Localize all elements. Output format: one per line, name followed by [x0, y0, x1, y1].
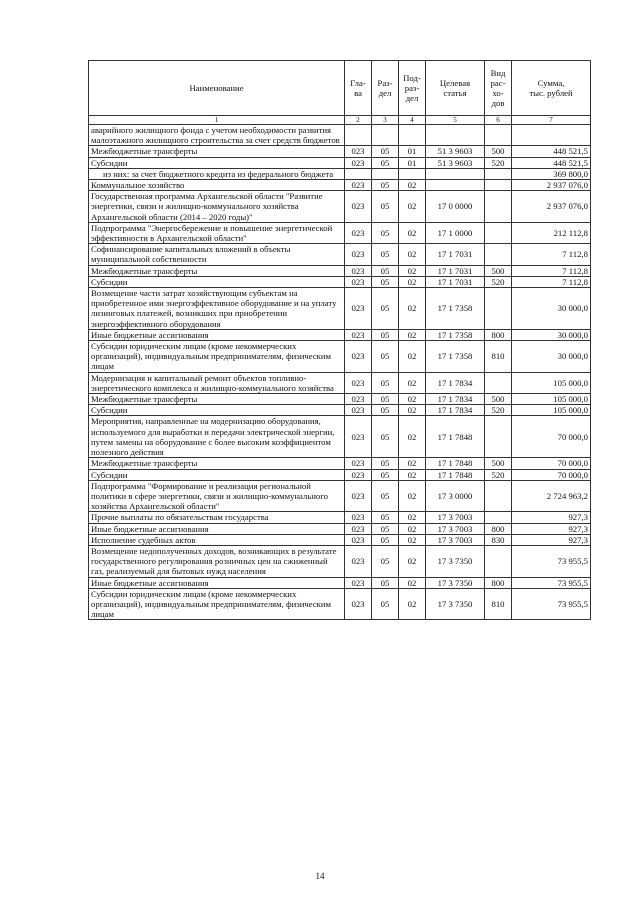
cell-sum: 927,3	[512, 534, 591, 545]
table-row	[89, 458, 591, 469]
cell-target-article	[426, 180, 485, 191]
table-row	[89, 480, 591, 512]
table-row	[89, 222, 591, 243]
cell-podrazdel: 02	[399, 416, 426, 458]
cell-sum: 2 724 963,2	[512, 480, 591, 512]
cell-razdel	[372, 168, 399, 179]
column-number: 2	[345, 116, 372, 125]
cell-razdel: 05	[372, 341, 399, 373]
cell-glava: 023	[345, 405, 372, 416]
header-expense-type: Вид рас- хо- дов	[485, 61, 512, 116]
cell-razdel: 05	[372, 469, 399, 480]
column-number: 7	[512, 116, 591, 125]
cell-name: Подпрограмма "Формирование и реализация региональной политики в сфере энергетики, связи и жилищно-коммунального хозяйства Архангельской области"	[89, 480, 345, 512]
cell-name: Межбюджетные трансферты	[89, 458, 345, 469]
cell-target-article: 17 3 7350	[426, 545, 485, 577]
cell-podrazdel: 02	[399, 545, 426, 577]
header-row	[89, 61, 591, 116]
cell-razdel: 05	[372, 288, 399, 330]
cell-podrazdel: 02	[399, 394, 426, 405]
cell-glava: 023	[345, 157, 372, 168]
cell-podrazdel: 01	[399, 146, 426, 157]
cell-podrazdel: 02	[399, 588, 426, 620]
cell-target-article: 17 3 7003	[426, 523, 485, 534]
cell-name: Прочие выплаты по обязательствам государства	[89, 512, 345, 523]
cell-target-article: 17 1 7848	[426, 469, 485, 480]
cell-expense-type	[485, 191, 512, 223]
cell-razdel: 05	[372, 458, 399, 469]
document-page	[88, 60, 590, 620]
cell-sum: 212 112,8	[512, 222, 591, 243]
cell-sum: 927,3	[512, 523, 591, 534]
cell-glava: 023	[345, 180, 372, 191]
cell-expense-type: 500	[485, 394, 512, 405]
cell-name: Модернизация и капитальный ремонт объектов топливно-энергетического комплекса и жилищно-коммунального хозяйства	[89, 372, 345, 393]
cell-expense-type	[485, 288, 512, 330]
cell-target-article: 17 3 7003	[426, 534, 485, 545]
cell-expense-type: 520	[485, 276, 512, 287]
cell-name: Межбюджетные трансферты	[89, 146, 345, 157]
cell-glava: 023	[345, 222, 372, 243]
cell-target-article: 17 1 7834	[426, 372, 485, 393]
cell-razdel: 05	[372, 416, 399, 458]
column-number: 6	[485, 116, 512, 125]
cell-glava: 023	[345, 372, 372, 393]
cell-target-article: 17 1 0000	[426, 222, 485, 243]
header-name: Наименование	[89, 61, 345, 116]
cell-target-article: 17 1 7848	[426, 416, 485, 458]
cell-razdel: 05	[372, 222, 399, 243]
cell-glava: 023	[345, 394, 372, 405]
table-row	[89, 157, 591, 168]
table-row	[89, 329, 591, 340]
cell-sum: 927,3	[512, 512, 591, 523]
cell-sum: 73 955,5	[512, 588, 591, 620]
column-number-row	[89, 116, 591, 125]
cell-sum: 30 000,0	[512, 288, 591, 330]
cell-expense-type: 800	[485, 329, 512, 340]
header-target-article: Целевая статья	[426, 61, 485, 116]
cell-podrazdel: 02	[399, 329, 426, 340]
cell-name: Субсидии	[89, 469, 345, 480]
cell-name: Иные бюджетные ассигнования	[89, 329, 345, 340]
cell-razdel: 05	[372, 180, 399, 191]
cell-expense-type: 500	[485, 458, 512, 469]
cell-name: Иные бюджетные ассигнования	[89, 577, 345, 588]
cell-name: Мероприятия, направленные на модернизацию оборудования, используемого для выработки и передачи электрической энергии, путем замены на оборудование с более высоким коэффициентом полезного действия	[89, 416, 345, 458]
column-number: 5	[426, 116, 485, 125]
cell-target-article	[426, 125, 485, 146]
cell-razdel: 05	[372, 480, 399, 512]
cell-expense-type: 800	[485, 523, 512, 534]
cell-sum: 2 937 076,0	[512, 191, 591, 223]
cell-podrazdel: 01	[399, 157, 426, 168]
cell-sum: 30 000,0	[512, 329, 591, 340]
cell-name: Субсидии юридическим лицам (кроме некоммерческих организаций), индивидуальным предпринимателям, физическим лицам	[89, 588, 345, 620]
cell-glava	[345, 125, 372, 146]
page-number: 14	[315, 871, 325, 881]
cell-expense-type: 500	[485, 265, 512, 276]
cell-razdel: 05	[372, 146, 399, 157]
cell-glava: 023	[345, 480, 372, 512]
cell-name: Возмещение части затрат хозяйствующим субъектам на приобретенное ими энергоэффективное оборудование и на уплату лизинговых платежей, возникших при приобретении энергоэффективного оборудования	[89, 288, 345, 330]
cell-glava: 023	[345, 288, 372, 330]
cell-sum: 7 112,8	[512, 276, 591, 287]
cell-razdel: 05	[372, 244, 399, 265]
cell-expense-type	[485, 125, 512, 146]
cell-razdel: 05	[372, 512, 399, 523]
cell-sum: 7 112,8	[512, 265, 591, 276]
table-row	[89, 577, 591, 588]
cell-expense-type: 520	[485, 469, 512, 480]
cell-razdel: 05	[372, 265, 399, 276]
table-row	[89, 512, 591, 523]
cell-target-article: 17 1 7834	[426, 405, 485, 416]
cell-sum: 448 521,5	[512, 157, 591, 168]
cell-razdel: 05	[372, 191, 399, 223]
cell-expense-type: 800	[485, 577, 512, 588]
cell-expense-type	[485, 416, 512, 458]
cell-podrazdel: 02	[399, 276, 426, 287]
table-row	[89, 276, 591, 287]
cell-glava: 023	[345, 244, 372, 265]
cell-name: Субсидии	[89, 157, 345, 168]
cell-sum: 105 000,0	[512, 372, 591, 393]
cell-razdel: 05	[372, 157, 399, 168]
cell-razdel: 05	[372, 588, 399, 620]
cell-name: аварийного жилищного фонда с учетом необходимости развития малоэтажного жилищного строительства за счет средств бюджетов	[89, 125, 345, 146]
cell-razdel: 05	[372, 372, 399, 393]
cell-sum: 70 000,0	[512, 458, 591, 469]
cell-razdel: 05	[372, 329, 399, 340]
cell-glava: 023	[345, 341, 372, 373]
cell-sum: 105 000,0	[512, 405, 591, 416]
cell-expense-type: 500	[485, 146, 512, 157]
cell-glava: 023	[345, 265, 372, 276]
table-row	[89, 545, 591, 577]
cell-name: Исполнение судебных актов	[89, 534, 345, 545]
cell-name: Субсидии юридическим лицам (кроме некоммерческих организаций), индивидуальным предпринимателям, физическим лицам	[89, 341, 345, 373]
cell-name: из них: за счет бюджетного кредита из федерального бюджета	[89, 168, 345, 179]
cell-podrazdel: 02	[399, 480, 426, 512]
table-row	[89, 180, 591, 191]
table-row	[89, 191, 591, 223]
cell-name: Коммунальное хозяйство	[89, 180, 345, 191]
cell-sum: 105 000,0	[512, 394, 591, 405]
cell-target-article: 51 3 9603	[426, 146, 485, 157]
cell-podrazdel: 02	[399, 265, 426, 276]
cell-expense-type: 810	[485, 588, 512, 620]
cell-target-article: 17 1 7031	[426, 265, 485, 276]
cell-glava: 023	[345, 512, 372, 523]
cell-glava: 023	[345, 276, 372, 287]
cell-target-article: 17 1 7358	[426, 288, 485, 330]
cell-name: Подпрограмма "Энергосбережение и повышение энергетической эффективности в Архангельской области"	[89, 222, 345, 243]
cell-name: Государственная программа Архангельской области "Развитие энергетики, связи и жилищно-коммунального хозяйства Архангельской области (2014 – 2020 годы)"	[89, 191, 345, 223]
cell-podrazdel: 02	[399, 405, 426, 416]
cell-expense-type: 520	[485, 405, 512, 416]
table-row	[89, 372, 591, 393]
cell-name: Субсидии	[89, 276, 345, 287]
table-body	[89, 125, 591, 620]
cell-glava: 023	[345, 588, 372, 620]
table-row	[89, 168, 591, 179]
cell-podrazdel: 02	[399, 372, 426, 393]
cell-expense-type: 830	[485, 534, 512, 545]
cell-podrazdel: 02	[399, 222, 426, 243]
table-row	[89, 125, 591, 146]
cell-target-article	[426, 168, 485, 179]
cell-sum: 2 937 076,0	[512, 180, 591, 191]
cell-glava: 023	[345, 146, 372, 157]
header-glava: Гла- ва	[345, 61, 372, 116]
cell-podrazdel: 02	[399, 244, 426, 265]
cell-glava: 023	[345, 534, 372, 545]
cell-expense-type	[485, 244, 512, 265]
cell-sum: 30 000,0	[512, 341, 591, 373]
cell-target-article: 17 1 7358	[426, 329, 485, 340]
cell-sum	[512, 125, 591, 146]
cell-glava: 023	[345, 458, 372, 469]
cell-razdel: 05	[372, 276, 399, 287]
table-row	[89, 288, 591, 330]
cell-sum: 70 000,0	[512, 469, 591, 480]
column-number: 1	[89, 116, 345, 125]
header-sum: Сумма, тыс. рублей	[512, 61, 591, 116]
table-row	[89, 469, 591, 480]
cell-sum: 7 112,8	[512, 244, 591, 265]
table-row	[89, 394, 591, 405]
header-podrazdel: Под- раз- дел	[399, 61, 426, 116]
cell-podrazdel: 02	[399, 577, 426, 588]
cell-sum: 70 000,0	[512, 416, 591, 458]
cell-expense-type	[485, 372, 512, 393]
cell-expense-type	[485, 512, 512, 523]
cell-glava: 023	[345, 545, 372, 577]
cell-podrazdel: 02	[399, 458, 426, 469]
cell-expense-type: 520	[485, 157, 512, 168]
cell-podrazdel: 02	[399, 523, 426, 534]
cell-target-article: 51 3 9603	[426, 157, 485, 168]
cell-podrazdel: 02	[399, 191, 426, 223]
cell-sum: 73 955,5	[512, 545, 591, 577]
column-number: 4	[399, 116, 426, 125]
cell-name: Субсидии	[89, 405, 345, 416]
cell-expense-type: 810	[485, 341, 512, 373]
cell-expense-type	[485, 545, 512, 577]
cell-glava: 023	[345, 329, 372, 340]
cell-podrazdel: 02	[399, 512, 426, 523]
cell-target-article: 17 1 7031	[426, 276, 485, 287]
cell-podrazdel: 02	[399, 180, 426, 191]
cell-podrazdel: 02	[399, 288, 426, 330]
cell-podrazdel: 02	[399, 341, 426, 373]
cell-glava: 023	[345, 416, 372, 458]
cell-razdel: 05	[372, 405, 399, 416]
cell-name: Межбюджетные трансферты	[89, 265, 345, 276]
table-row	[89, 588, 591, 620]
cell-name: Межбюджетные трансферты	[89, 394, 345, 405]
cell-name: Иные бюджетные ассигнования	[89, 523, 345, 534]
table-row	[89, 534, 591, 545]
cell-podrazdel	[399, 168, 426, 179]
cell-target-article: 17 1 7358	[426, 341, 485, 373]
column-number: 3	[372, 116, 399, 125]
cell-razdel: 05	[372, 523, 399, 534]
cell-podrazdel: 02	[399, 469, 426, 480]
cell-glava	[345, 168, 372, 179]
cell-expense-type	[485, 222, 512, 243]
cell-target-article: 17 3 7003	[426, 512, 485, 523]
cell-target-article: 17 0 0000	[426, 191, 485, 223]
cell-sum: 369 800,0	[512, 168, 591, 179]
budget-table	[88, 60, 591, 620]
cell-expense-type	[485, 480, 512, 512]
cell-sum: 448 521,5	[512, 146, 591, 157]
cell-razdel	[372, 125, 399, 146]
table-row	[89, 341, 591, 373]
table-row	[89, 244, 591, 265]
cell-podrazdel: 02	[399, 534, 426, 545]
table-row	[89, 265, 591, 276]
cell-podrazdel	[399, 125, 426, 146]
cell-razdel: 05	[372, 534, 399, 545]
cell-razdel: 05	[372, 545, 399, 577]
cell-expense-type	[485, 180, 512, 191]
cell-target-article: 17 3 0000	[426, 480, 485, 512]
header-razdel: Раз- дел	[372, 61, 399, 116]
table-row	[89, 146, 591, 157]
cell-glava: 023	[345, 523, 372, 534]
cell-razdel: 05	[372, 394, 399, 405]
cell-target-article: 17 1 7848	[426, 458, 485, 469]
cell-sum: 73 955,5	[512, 577, 591, 588]
cell-target-article: 17 3 7350	[426, 588, 485, 620]
cell-glava: 023	[345, 191, 372, 223]
table-row	[89, 523, 591, 534]
cell-target-article: 17 1 7031	[426, 244, 485, 265]
cell-target-article: 17 3 7350	[426, 577, 485, 588]
cell-expense-type	[485, 168, 512, 179]
cell-name: Софинансирование капитальных вложений в объекты муниципальной собственности	[89, 244, 345, 265]
cell-razdel: 05	[372, 577, 399, 588]
cell-name: Возмещение недополученных доходов, возникающих в результате государственного регулирования розничных цен на сжиженный газ, реализуемый для бытовых нужд населения	[89, 545, 345, 577]
cell-glava: 023	[345, 469, 372, 480]
cell-target-article: 17 1 7834	[426, 394, 485, 405]
table-row	[89, 416, 591, 458]
cell-glava: 023	[345, 577, 372, 588]
table-row	[89, 405, 591, 416]
